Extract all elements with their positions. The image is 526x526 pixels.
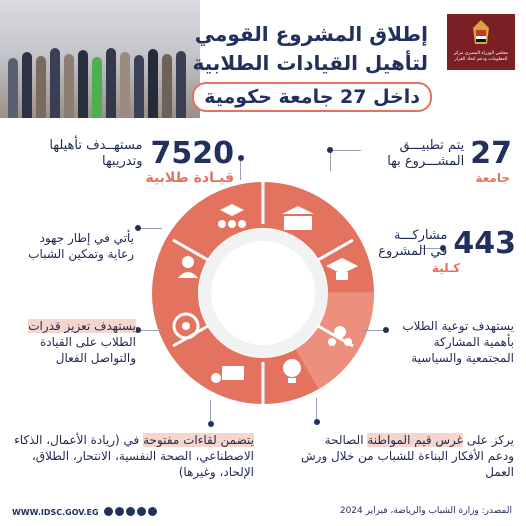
leaders-text: مستهــدف تأهيلها وتدريبها	[49, 138, 143, 169]
eagle-emblem-icon	[467, 18, 495, 48]
point-skills	[14, 318, 136, 366]
idsc-logo	[447, 14, 515, 70]
facebook-icon[interactable]	[104, 507, 113, 516]
stat-universities	[332, 138, 512, 186]
awareness-a: يستهدف توعية	[441, 319, 514, 333]
meetings-highlight: يتضمن لقاءات مفتوحة	[143, 433, 254, 447]
skills-highlight: يستهدف تعزيز قدرات	[28, 319, 136, 333]
point-awareness	[384, 318, 514, 366]
universities-unit: جامعة	[475, 171, 510, 185]
awareness-b: الطلاب بأهمية المشاركة المجتمعية والسياسية	[402, 319, 514, 365]
ring-center-inner	[211, 241, 315, 345]
linkedin-icon[interactable]	[148, 507, 157, 516]
ring-infographic	[150, 180, 376, 406]
logo-text: مجلس الوزراء المصري مركز المعلومات ودعم اتخاذ القرار	[453, 51, 509, 62]
meetings-rest: في (ريادة الأعمال، الذكاء الاصطناعي، الصحة النفسية، الانتحار، الطلاق، الإلحاد، وغيرها)	[14, 433, 254, 479]
colleges-text: مشاركـــة في المشروع	[378, 228, 448, 259]
values-highlight: غرس قيم المواطنة	[367, 433, 463, 447]
youtube-icon[interactable]	[137, 507, 146, 516]
social-icons	[104, 507, 157, 516]
values-b: الصالحة ودعم الأفكار البناءة للشباب من خلال ورش العمل	[301, 433, 514, 479]
instagram-icon[interactable]	[126, 507, 135, 516]
title-line-3: داخل 27 جامعة حكومية	[192, 82, 432, 112]
group-photo	[0, 0, 200, 118]
colleges-number: 443	[453, 226, 516, 261]
point-framework: يأتي في إطار جهود رعاية وتمكين الشباب	[28, 231, 134, 261]
stat-leaders	[14, 138, 234, 186]
skills-rest: الطلاب على القيادة والتواصل الفعال	[39, 335, 136, 365]
universities-number: 27	[470, 136, 512, 171]
title-line-2: لتأهيل القيادات الطلابية	[192, 51, 428, 75]
title-line-1: إطلاق المشروع القومي	[194, 22, 428, 46]
website-link[interactable]: WWW.IDSC.GOV.EG	[12, 508, 99, 517]
twitter-icon[interactable]	[115, 507, 124, 516]
point-values	[300, 432, 514, 480]
leaders-unit: قيـادة طلابية	[145, 170, 234, 186]
universities-text: يتم تطبيـــق المشـــروع بها	[387, 138, 465, 169]
leaders-number: 7520	[150, 136, 234, 171]
point-meetings	[12, 432, 254, 480]
colleges-unit: كـلية	[431, 261, 461, 275]
stat-colleges	[376, 228, 516, 276]
source-note: المصدر: وزارة الشباب والرياضة، فبراير 2024	[339, 506, 512, 516]
values-a: يركز على	[462, 433, 514, 447]
